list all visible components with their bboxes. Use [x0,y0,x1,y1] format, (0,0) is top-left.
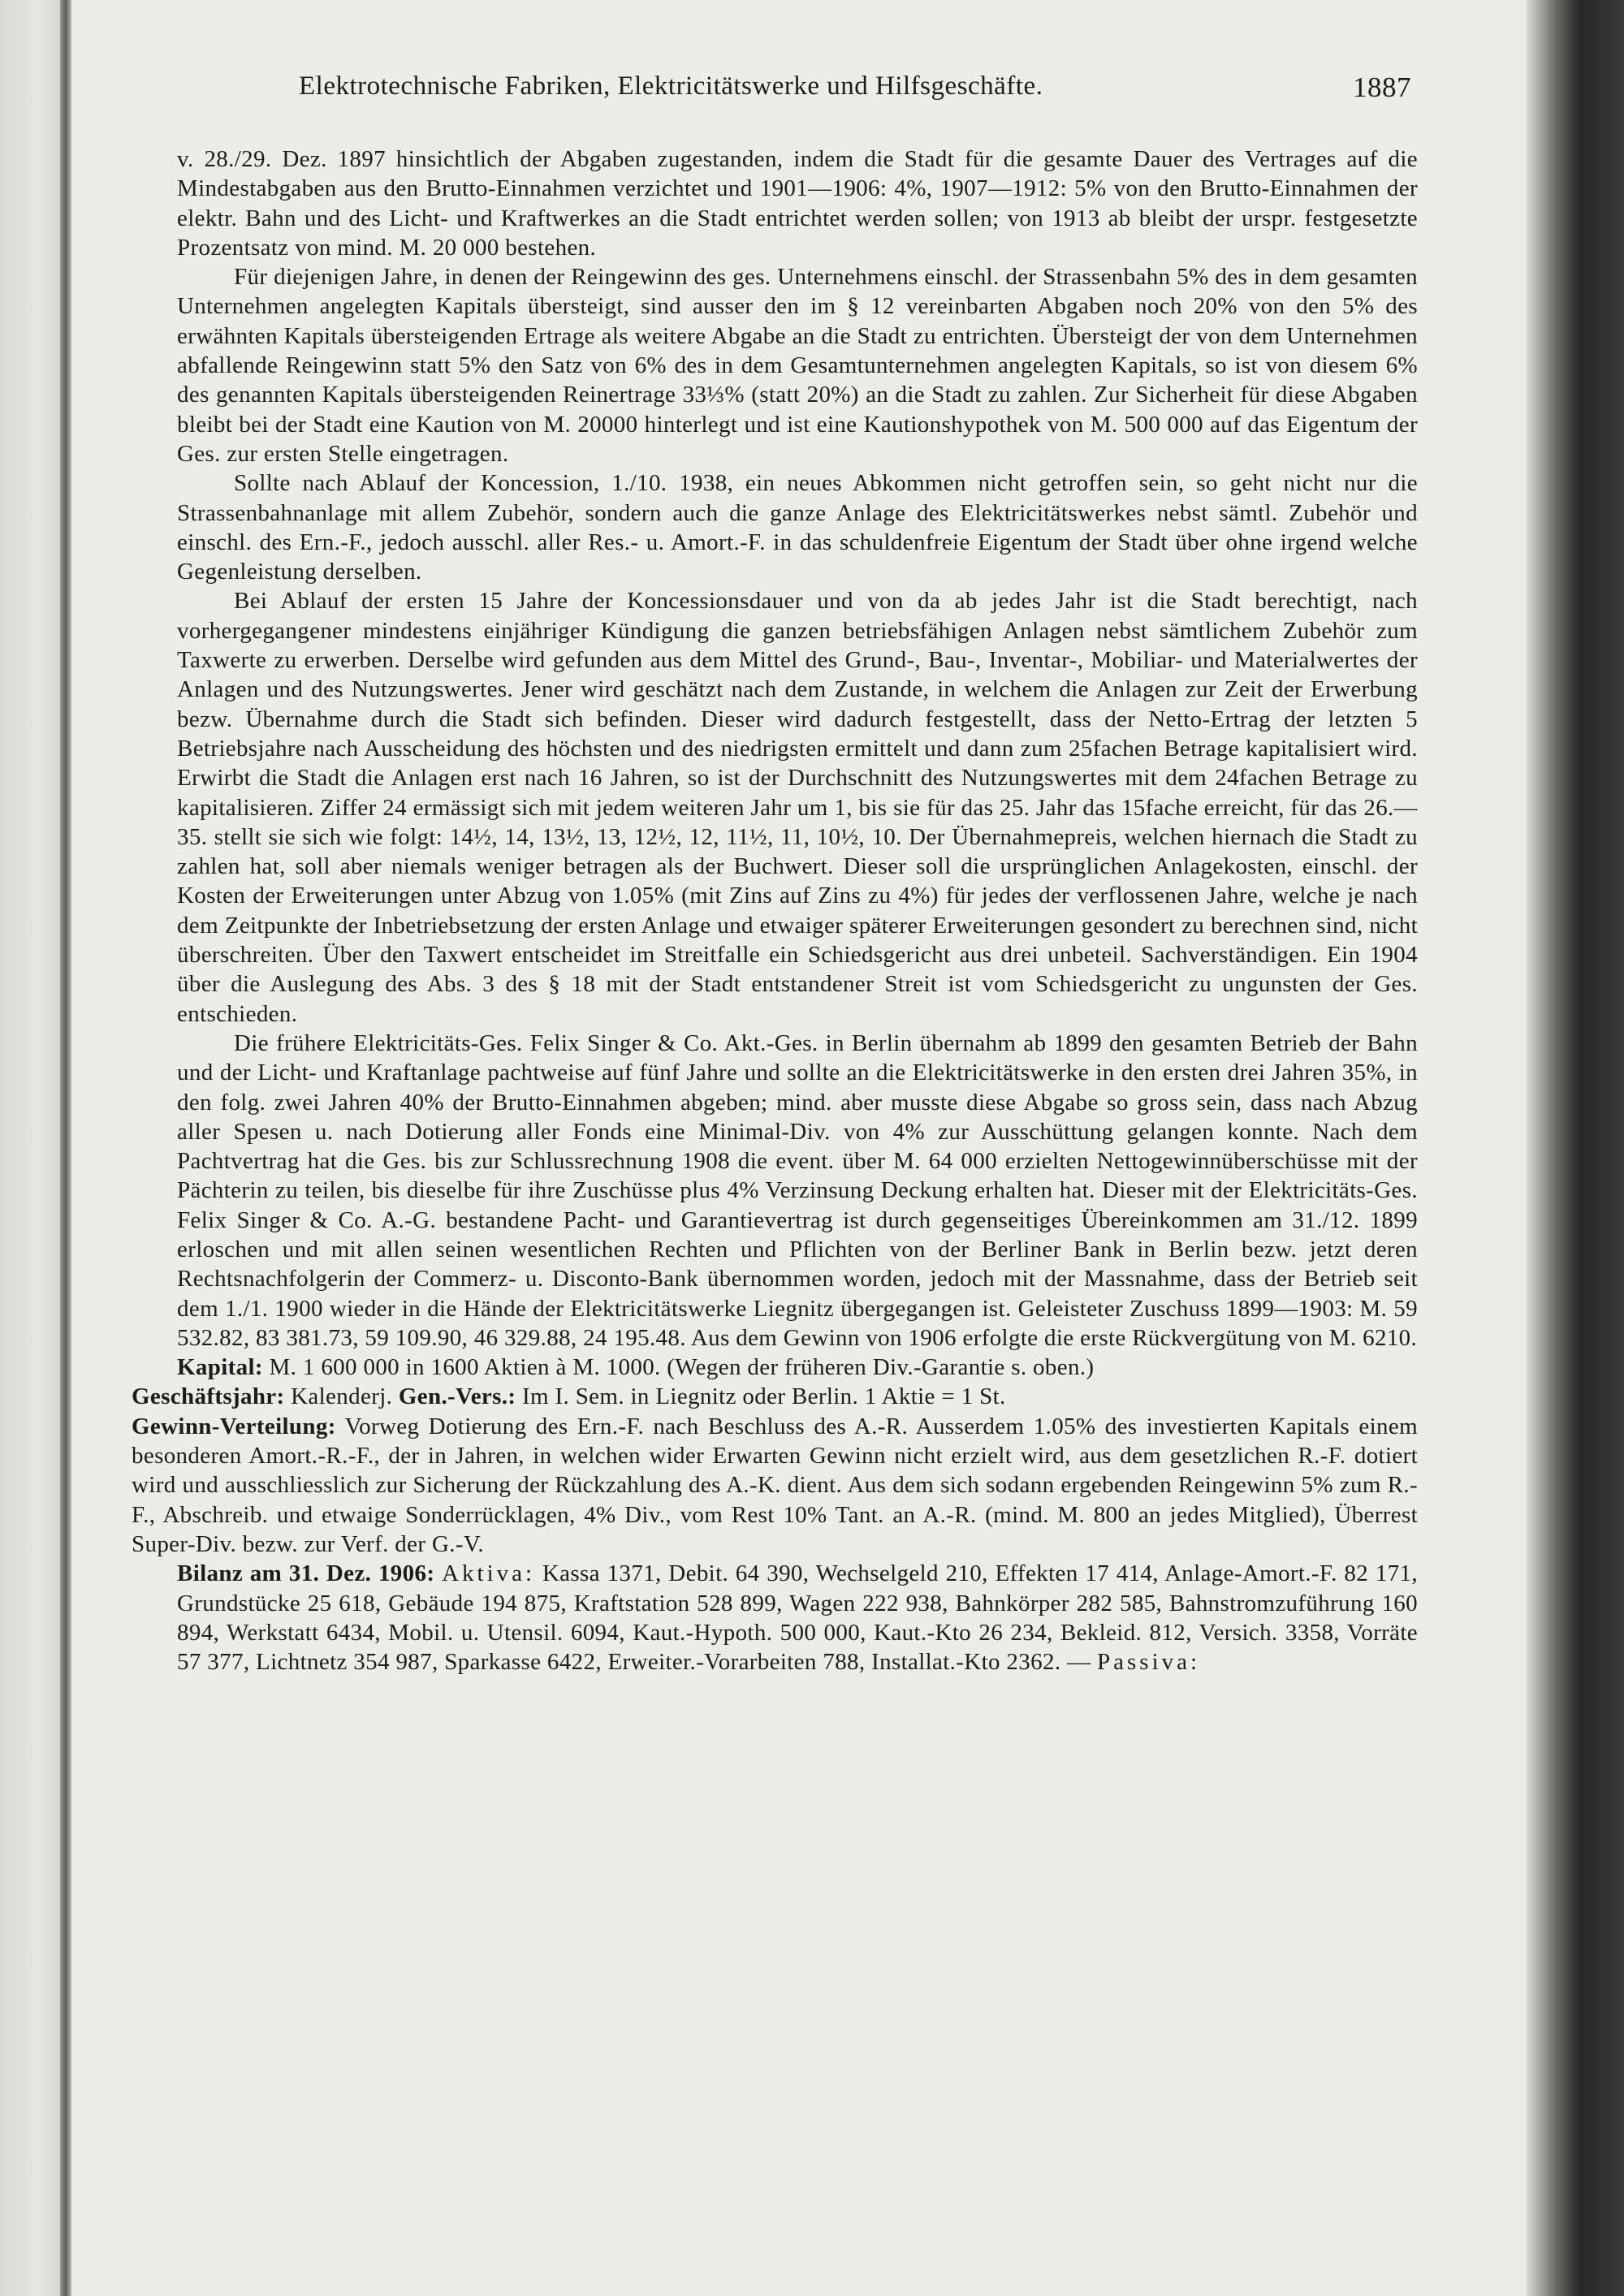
genvers-text: Im I. Sem. in Liegnitz oder Berlin. 1 Aktie = 1 St. [521,1383,1006,1410]
paragraph-2: Für diejenigen Jahre, in denen der Reingewinn des ges. Unternehmens einschl. der Strassenbahn 5% des in dem gesamten Unternehmen angelegten Kapitals übersteigt, sind ausser den im § 12 vereinbarten Abgaben noch 20% von den 5% des erwähnten Kapitals übersteigenden Ertrage als weitere Abgabe an die Stadt zu entrichten. Übersteigt der von dem Unternehmen abfallende Reingewinn statt 5% den Satz von 6% des in dem Gesamtunternehmen angelegten Kapitals, so ist von diesem 6% des genannten Kapitals übersteigenden Reinertrage 33⅓% (statt 20%) an die Stadt zu zahlen. Zur Sicherheit für diese Abgaben bleibt bei der Stadt eine Kaution von M. 20000 hinterlegt und ist eine Kautionshypothek von M. 500 000 auf das Eigentum der Ges. zur ersten Stelle eingetragen. [177,264,1418,467]
running-header [177,71,1418,114]
passiva-label: Passiva: [1097,1649,1201,1676]
aktiva-label: Aktiva: [442,1560,536,1587]
kapital-label: Kapital: [177,1354,263,1381]
kapital-text: M. 1 600 000 in 1600 Aktien à M. 1000. (Wegen der früheren Div.-Garantie s. oben.) [269,1354,1095,1381]
article-body [132,145,1419,1677]
binding-shadow [60,0,71,2296]
paragraph-3: Sollte nach Ablauf der Koncession, 1./10. 1938, ein neues Abkommen nicht getroffen sein, so geht nicht nur die Strassenbahnanlage mit allem Zubehör, sondern auch die ganze Anlage des Elektricitätswerkes nebst sämtl. Zubehör und einschl. des Ern.-F., jedoch ausschl. aller Res.- u. Amort.-F. in das schuldenfreie Eigentum der Stadt über ohne irgend welche Gegenleistung derselben. [177,470,1418,585]
page-content [132,71,1419,1677]
paragraph-1: v. 28./29. Dez. 1897 hinsichtlich der Abgaben zugestanden, indem die Stadt für die gesamte Dauer des Vertrages auf die Mindestabgaben aus den Brutto-Einnahmen verzichtet und 1901—1906: 4%, 1907—1912: 5% von den Brutto-Einnahmen der elektr. Bahn und des Licht- und Kraftwerkes an die Stadt entrichtet werden sollen; von 1913 ab bleibt der urspr. festgesetzte Prozentsatz von mind. M. 20 000 bestehen. [177,146,1418,261]
gewinn-text: Vorweg Dotierung des Ern.-F. nach Beschluss des A.-R. Ausserdem 1.05% des investierten Kapitals einem besonderen Amort.-R.-F., der in Jahren, in welchen wider Erwarten Gewinn nicht erzielt wird, aus dem gesetzlichen R.-F. dotiert wird und ausschliesslich zur Sicherung der Rückzahlung des A.-K. dient. Aus dem sich sodann ergebenden Reingewinn 5% zum R.-F., Abschreib. und etwaige Sonderrücklagen, 4% Div., vom Rest 10% Tant. an A.-R. (mind. M. 800 an jedes Mitglied), Überrest Super-Div. bezw. zur Verf. der G.-V. [132,1413,1419,1557]
paragraph-5: Die frühere Elektricitäts-Ges. Felix Singer & Co. Akt.-Ges. in Berlin übernahm ab 1899 den gesamten Betrieb der Bahn und der Licht- und Kraftanlage pachtweise auf fünf Jahre und sollte an die Elektricitätswerke in den ersten drei Jahren 35%, in den folg. zwei Jahren 40% der Brutto-Einnahmen abgeben; mind. aber musste diese Abgabe so gross sein, dass nach Abzug aller Spesen u. nach Dotierung aller Fonds eine Minimal-Div. von 4% zur Ausschüttung gelangen konnte. Nach dem Pachtvertrag hat die Ges. bis zur Schlussrechnung 1908 die event. über M. 64 000 erzielten Nettogewinnüberschüsse mit der Pächterin zu teilen, bis dieselbe für ihre Zuschüsse plus 4% Verzinsung Deckung erhalten hat. Dieser mit der Elektricitäts-Ges. Felix Singer & Co. A.-G. bestandene Pacht- und Garantievertrag ist durch gegenseitiges Übereinkommen am 31./12. 1899 erloschen und mit allen seinen wesentlichen Rechten und Pflichten von der Berliner Bank in Berlin bezw. jetzt deren Rechtsnachfolgerin der Commerz- u. Disconto-Bank übernommen worden, jedoch mit der Massnahme, dass der Betrieb seit dem 1./1. 1900 wieder in die Hände der Elektricitätswerke Liegnitz übergegangen ist. Geleisteter Zuschuss 1899—1903: M. 59 532.82, 83 381.73, 59 109.90, 46 329.88, 24 195.48. Aus dem Gewinn von 1906 erfolgte die erste Rückvergütung von M. 6210. [177,1029,1418,1351]
left-page-gutter [0,0,67,2296]
genvers-label: Gen.-Vers.: [398,1383,516,1410]
bilanz-section [177,1559,1418,1677]
geschaeftsjahr-section [132,1382,1418,1411]
gewinn-verteilung-section [132,1412,1418,1559]
paragraph-4: Bei Ablauf der ersten 15 Jahre der Koncessionsdauer und von da ab jedes Jahr ist die Stadt berechtigt, nach vorhergegangener mindestens einjähriger Kündigung die ganzen betriebsfähigen Anlagen nebst sämtlichem Zubehör zum Taxwerte zu erwerben. Derselbe wird gefunden aus dem Mittel des Grund-, Bau-, Inventar-, Mobiliar- und Materialwertes der Anlagen und des Nutzungswertes. Jener wird geschätzt nach dem Zustande, in welchem die Anlagen zur Zeit der Erwerbung bezw. Übernahme durch die Stadt sich befinden. Dieser wird dadurch festgestellt, dass der Netto-Ertrag der letzten 5 Betriebsjahre nach Ausscheidung des höchsten und des niedrigsten ermittelt und dann zum 25fachen Betrage kapitalisiert wird. Erwirbt die Stadt die Anlagen erst nach 16 Jahren, so ist der Durchschnitt des Nutzungswertes mit dem 24fachen Betrage zu kapitalisieren. Ziffer 24 ermässigt sich mit jedem weiteren Jahr um 1, bis sie für das 25. Jahr das 15fache erreicht, für das 26.—35. stellt sie sich wie folgt: 14½, 14, 13½, 13, 12½, 12, 11½, 11, 10½, 10. Der Übernahmepreis, welchen hiernach die Stadt zu zahlen hat, soll aber niemals weniger betragen als der Buchwert. Dieser soll die ursprünglichen Anlagekosten, einschl. der Kosten der Erweiterungen unter Abzug von 1.05% (mit Zins auf Zins zu 4%) für jedes der verflossenen Jahre, welche je nach dem Zeitpunkte der Inbetriebsetzung der ersten Anlage und etwaiger späterer Erweiterungen gesondert zu berechnen sind, nicht überschreiten. Über den Taxwert entscheidet im Streitfalle ein Schiedsgericht aus drei unbeteil. Sachverständigen. Ein 1904 über die Auslegung des Abs. 3 des § 18 mit der Stadt entstandener Streit ist vom Schiedsgericht zu ungunsten der Ges. entschieden. [177,588,1418,1027]
header-title: Elektrotechnische Fabriken, Elektricitätswerke und Hilfsgeschäfte. [299,71,1043,101]
right-book-shadow [1527,0,1624,2296]
geschaeftsjahr-text: Kalenderj. [291,1383,393,1410]
page-number: 1887 [1353,71,1411,103]
gewinn-label: Gewinn-Verteilung: [132,1413,336,1439]
geschaeftsjahr-label: Geschäftsjahr: [132,1383,285,1410]
kapital-section [177,1353,1418,1382]
bilanz-text: Kassa 1371, Debit. 64 390, Wechselgeld 210, Effekten 17 414, Anlage-Amort.-F. 82 171, Grundstücke 25 618, Gebäude 194 875, Kraftstation 528 899, Wagen 222 938, Bahnkörper 282 585, Bahnstromzuführung 160 894, Werkstatt 6434, Mobil. u. Utensil. 6094, Kaut.-Hypoth. 500 000, Kaut.-Kto 26 234, Bekleid. 812, Versich. 3358, Vorräte 57 377, Lichtnetz 354 987, Sparkasse 6422, Erweiter.-Vorarbeiten 788, Installat.-Kto 2362. — [177,1560,1418,1676]
bilanz-label: Bilanz am 31. Dez. 1906: [177,1560,435,1587]
